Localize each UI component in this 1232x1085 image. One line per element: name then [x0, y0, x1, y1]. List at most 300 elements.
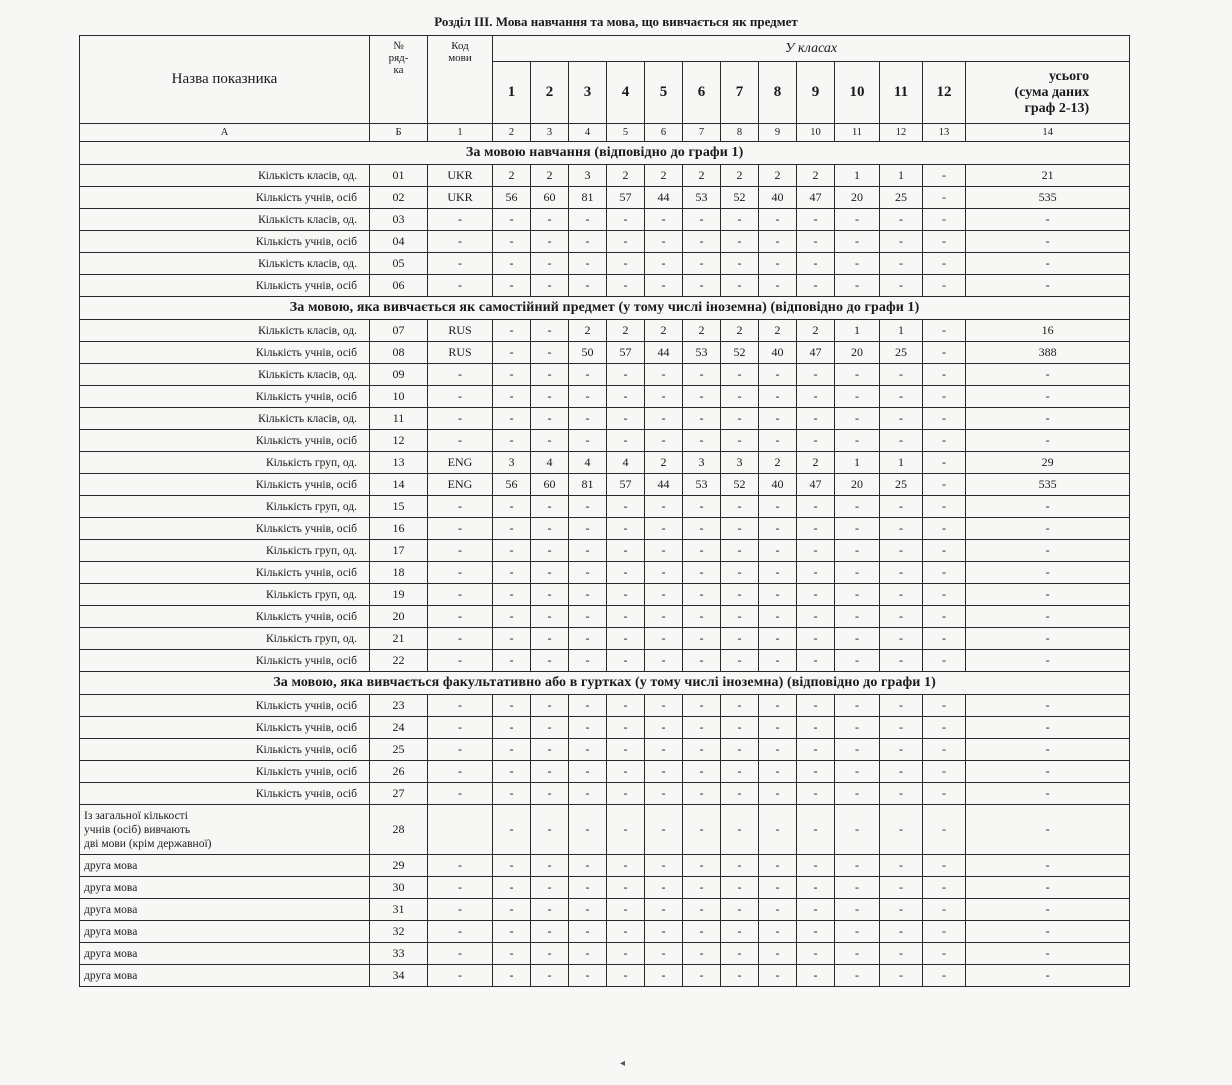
grade-value: - [645, 584, 683, 606]
total-value: - [966, 739, 1130, 761]
grade-value: - [923, 562, 966, 584]
grade-value: - [721, 518, 759, 540]
grade-value: - [493, 430, 531, 452]
grade-value: - [797, 877, 835, 899]
row-number: 06 [370, 275, 428, 297]
grade-value: - [797, 695, 835, 717]
grade-value: - [721, 943, 759, 965]
table-row [80, 739, 1130, 761]
grade-value: - [683, 540, 721, 562]
table-row [80, 921, 1130, 943]
grade-value: - [759, 965, 797, 987]
grade-value: - [923, 165, 966, 187]
column-number: Б [370, 124, 428, 142]
grade-value: - [683, 386, 721, 408]
language-code: - [428, 965, 493, 987]
grade-value: - [569, 805, 607, 855]
table-row [80, 562, 1130, 584]
grade-value: - [835, 540, 880, 562]
grade-value: - [531, 320, 569, 342]
grade-value: - [721, 540, 759, 562]
grade-value: - [923, 231, 966, 253]
grade-value: - [607, 275, 645, 297]
total-value: - [966, 584, 1130, 606]
grade-value: - [797, 805, 835, 855]
grade-value: - [645, 899, 683, 921]
grade-value: - [493, 408, 531, 430]
total-value: - [966, 253, 1130, 275]
grade-value: 2 [759, 165, 797, 187]
grade-value: - [759, 253, 797, 275]
grade-value: 60 [531, 187, 569, 209]
grade-value: - [797, 650, 835, 672]
column-number: 7 [683, 124, 721, 142]
grade-value: - [880, 364, 923, 386]
grade-value: - [835, 783, 880, 805]
grade-value: 2 [759, 452, 797, 474]
grade-value: - [759, 275, 797, 297]
grade-value: - [531, 606, 569, 628]
grade-value: 81 [569, 474, 607, 496]
grade-value: - [797, 921, 835, 943]
header-grade: 1 [493, 62, 531, 124]
grade-value: - [493, 965, 531, 987]
indicator-name: Кількість учнів, осіб [80, 518, 370, 540]
grade-value: - [531, 877, 569, 899]
indicator-name: Кількість класів, од. [80, 408, 370, 430]
grade-value: - [721, 965, 759, 987]
grade-value: - [493, 783, 531, 805]
column-number: 12 [880, 124, 923, 142]
grade-value: - [880, 209, 923, 231]
grade-value: - [880, 739, 923, 761]
grade-value: - [569, 275, 607, 297]
grade-value: - [683, 253, 721, 275]
grade-value: 3 [683, 452, 721, 474]
table-row [80, 430, 1130, 452]
row-number: 28 [370, 805, 428, 855]
grade-value: - [645, 540, 683, 562]
grade-value: - [880, 717, 923, 739]
grade-value: 2 [645, 320, 683, 342]
language-code [428, 805, 493, 855]
row-number: 09 [370, 364, 428, 386]
page-title: Розділ ІІІ. Мова навчання та мова, що вивчається як предмет [434, 14, 798, 29]
grade-value: - [880, 628, 923, 650]
grade-value: - [607, 783, 645, 805]
grade-value: 57 [607, 342, 645, 364]
table-row [80, 320, 1130, 342]
grade-value: - [645, 695, 683, 717]
grade-value: - [683, 877, 721, 899]
grade-value: - [759, 628, 797, 650]
grade-value: - [569, 943, 607, 965]
grade-value: - [721, 899, 759, 921]
grade-value: - [531, 739, 569, 761]
grade-value: - [835, 965, 880, 987]
grade-value: - [923, 584, 966, 606]
grade-value: - [880, 761, 923, 783]
total-value: - [966, 855, 1130, 877]
grade-value: - [569, 739, 607, 761]
total-value: - [966, 783, 1130, 805]
grade-value: - [880, 783, 923, 805]
grade-value: - [531, 231, 569, 253]
grade-value: - [759, 209, 797, 231]
grade-value: 20 [835, 474, 880, 496]
total-value: - [966, 209, 1130, 231]
grade-value: - [759, 783, 797, 805]
grade-value: - [721, 275, 759, 297]
grade-value: - [721, 921, 759, 943]
row-number: 34 [370, 965, 428, 987]
grade-value: 81 [569, 187, 607, 209]
language-code: - [428, 430, 493, 452]
grade-value: - [645, 805, 683, 855]
total-value: - [966, 628, 1130, 650]
grade-value: - [493, 899, 531, 921]
grade-value: - [607, 584, 645, 606]
grade-value: - [531, 364, 569, 386]
indicator-name: друга мова [80, 877, 370, 899]
grade-value: - [493, 496, 531, 518]
column-number: 8 [721, 124, 759, 142]
grade-value: - [923, 518, 966, 540]
grade-value: - [645, 496, 683, 518]
indicator-name: Кількість учнів, осіб [80, 650, 370, 672]
grade-value: - [493, 386, 531, 408]
grade-value: - [607, 877, 645, 899]
grade-value: 1 [880, 452, 923, 474]
grade-value: - [721, 496, 759, 518]
grade-value: - [607, 386, 645, 408]
grade-value: - [683, 496, 721, 518]
column-number: 5 [607, 124, 645, 142]
indicator-name: друга мова [80, 921, 370, 943]
grade-value: - [569, 408, 607, 430]
total-value: - [966, 761, 1130, 783]
grade-value: - [759, 805, 797, 855]
table-row [80, 165, 1130, 187]
grade-value: - [683, 518, 721, 540]
grade-value: - [880, 921, 923, 943]
grade-value: - [759, 562, 797, 584]
grade-value: - [759, 540, 797, 562]
grade-value: - [880, 584, 923, 606]
grade-value: - [797, 606, 835, 628]
grade-value: 3 [721, 452, 759, 474]
indicator-name: Кількість груп, од. [80, 628, 370, 650]
grade-value: - [835, 805, 880, 855]
grade-value: - [835, 943, 880, 965]
table-row [80, 877, 1130, 899]
grade-value: - [923, 855, 966, 877]
grade-value: - [797, 275, 835, 297]
table-row [80, 452, 1130, 474]
grade-value: - [923, 783, 966, 805]
language-code: - [428, 739, 493, 761]
indicator-name: Кількість учнів, осіб [80, 783, 370, 805]
grade-value: - [835, 364, 880, 386]
grade-value: - [531, 540, 569, 562]
grade-value: - [759, 584, 797, 606]
grade-value: - [683, 650, 721, 672]
grade-value: - [835, 408, 880, 430]
grade-value: - [923, 474, 966, 496]
grade-value: 3 [493, 452, 531, 474]
total-value: - [966, 943, 1130, 965]
grade-value: - [531, 628, 569, 650]
grade-value: - [645, 717, 683, 739]
grade-value: - [493, 805, 531, 855]
table-row [80, 650, 1130, 672]
grade-value: - [880, 518, 923, 540]
column-number: 1 [428, 124, 493, 142]
grade-value: - [721, 364, 759, 386]
table-row [80, 761, 1130, 783]
grade-value: - [797, 209, 835, 231]
total-value: 535 [966, 187, 1130, 209]
grade-value: - [531, 783, 569, 805]
grade-value: 2 [493, 165, 531, 187]
indicator-name: друга мова [80, 965, 370, 987]
grade-value: - [607, 408, 645, 430]
grade-value: 44 [645, 187, 683, 209]
grade-value: - [683, 943, 721, 965]
header-grade: 10 [835, 62, 880, 124]
grade-value: - [493, 584, 531, 606]
grade-value: - [531, 584, 569, 606]
table-row [80, 584, 1130, 606]
grade-value: - [607, 364, 645, 386]
grade-value: - [569, 628, 607, 650]
grade-value: - [531, 695, 569, 717]
table-row [80, 628, 1130, 650]
grade-value: - [759, 518, 797, 540]
row-number: 32 [370, 921, 428, 943]
grade-value: 47 [797, 474, 835, 496]
indicator-name: друга мова [80, 855, 370, 877]
grade-value: - [645, 761, 683, 783]
language-code: - [428, 540, 493, 562]
table-row [80, 943, 1130, 965]
grade-value: - [645, 783, 683, 805]
grade-value: - [683, 965, 721, 987]
grade-value: - [880, 275, 923, 297]
grade-value: - [923, 921, 966, 943]
table-row [80, 805, 1130, 855]
table-row [80, 606, 1130, 628]
grade-value: - [569, 253, 607, 275]
grade-value: 2 [645, 165, 683, 187]
grade-value: - [759, 943, 797, 965]
grade-value: - [569, 761, 607, 783]
grade-value: - [759, 496, 797, 518]
language-code: - [428, 628, 493, 650]
section-header-row [80, 297, 1130, 320]
row-number: 31 [370, 899, 428, 921]
language-code: - [428, 650, 493, 672]
row-number: 13 [370, 452, 428, 474]
grade-value: 4 [607, 452, 645, 474]
column-number: А [80, 124, 370, 142]
indicator-name: Кількість класів, од. [80, 253, 370, 275]
grade-value: 57 [607, 187, 645, 209]
grade-value: - [835, 739, 880, 761]
grade-value: 4 [531, 452, 569, 474]
language-code: - [428, 761, 493, 783]
grade-value: - [569, 364, 607, 386]
grade-value: - [923, 408, 966, 430]
language-code: ENG [428, 474, 493, 496]
language-code: - [428, 253, 493, 275]
section-title: За мовою навчання (відповідно до графи 1) [80, 142, 1130, 165]
grade-value: - [721, 855, 759, 877]
grade-value: 2 [683, 165, 721, 187]
grade-value: 4 [569, 452, 607, 474]
indicator-name: Кількість класів, од. [80, 364, 370, 386]
language-code: - [428, 562, 493, 584]
grade-value: - [797, 430, 835, 452]
grade-value: 44 [645, 342, 683, 364]
total-value: - [966, 562, 1130, 584]
grade-value: - [645, 231, 683, 253]
grade-value: - [759, 386, 797, 408]
grade-value: - [797, 408, 835, 430]
language-code: - [428, 496, 493, 518]
grade-value: - [759, 695, 797, 717]
grade-value: - [880, 855, 923, 877]
grade-value: - [607, 650, 645, 672]
indicator-name: друга мова [80, 899, 370, 921]
grade-value: - [569, 231, 607, 253]
total-value: - [966, 430, 1130, 452]
grade-value: - [880, 496, 923, 518]
grade-value: - [607, 899, 645, 921]
total-value: - [966, 877, 1130, 899]
grade-value: - [721, 408, 759, 430]
grade-value: - [835, 209, 880, 231]
grade-value: - [923, 430, 966, 452]
grade-value: - [835, 518, 880, 540]
grade-value: 57 [607, 474, 645, 496]
grade-value: - [493, 275, 531, 297]
grade-value: - [645, 275, 683, 297]
grade-value: - [531, 430, 569, 452]
column-number: 4 [569, 124, 607, 142]
section-title: За мовою, яка вивчається факультативно або в гуртках (у тому числі іноземна) (відповідно до графи 1) [80, 672, 1130, 695]
total-value: - [966, 364, 1130, 386]
grade-value: - [531, 761, 569, 783]
grade-value: 2 [797, 452, 835, 474]
language-code: - [428, 231, 493, 253]
grade-value: 2 [721, 320, 759, 342]
grade-value: - [835, 562, 880, 584]
grade-value: 53 [683, 187, 721, 209]
grade-value: - [683, 364, 721, 386]
grade-value: - [797, 253, 835, 275]
grade-value: - [531, 496, 569, 518]
grade-value: - [797, 386, 835, 408]
grade-value: - [683, 921, 721, 943]
language-code: - [428, 899, 493, 921]
grade-value: - [835, 231, 880, 253]
grade-value: 20 [835, 342, 880, 364]
grade-value: - [721, 805, 759, 855]
grade-value: - [569, 877, 607, 899]
grade-value: 2 [645, 452, 683, 474]
grade-value: 2 [607, 320, 645, 342]
grade-value: - [923, 761, 966, 783]
grade-value: - [569, 921, 607, 943]
total-value: - [966, 408, 1130, 430]
row-number: 25 [370, 739, 428, 761]
grade-value: - [683, 739, 721, 761]
grade-value: - [923, 739, 966, 761]
indicator-name: Кількість класів, од. [80, 165, 370, 187]
grade-value: - [923, 877, 966, 899]
language-code: - [428, 717, 493, 739]
grade-value: - [721, 231, 759, 253]
grade-value: 40 [759, 474, 797, 496]
grade-value: 1 [835, 452, 880, 474]
row-number: 03 [370, 209, 428, 231]
grade-value: - [607, 739, 645, 761]
grade-value: 53 [683, 342, 721, 364]
grade-value: 1 [835, 320, 880, 342]
table-row [80, 518, 1130, 540]
grade-value: - [607, 562, 645, 584]
grade-value: - [797, 761, 835, 783]
row-number: 24 [370, 717, 428, 739]
grade-value: - [880, 965, 923, 987]
grade-value: - [645, 855, 683, 877]
grade-value: - [759, 717, 797, 739]
table-row [80, 965, 1130, 987]
column-number: 13 [923, 124, 966, 142]
grade-value: - [880, 805, 923, 855]
indicator-name: Кількість учнів, осіб [80, 695, 370, 717]
grade-value: - [493, 540, 531, 562]
table-row [80, 496, 1130, 518]
indicator-name: Кількість учнів, осіб [80, 430, 370, 452]
grade-value: - [923, 187, 966, 209]
header-grade: 12 [923, 62, 966, 124]
grade-value: - [531, 408, 569, 430]
grade-value: - [683, 805, 721, 855]
indicator-name: Кількість груп, од. [80, 584, 370, 606]
row-number: 27 [370, 783, 428, 805]
grade-value: - [531, 899, 569, 921]
grade-value: - [645, 965, 683, 987]
grade-value: - [493, 921, 531, 943]
grade-value: - [607, 430, 645, 452]
grade-value: 52 [721, 342, 759, 364]
header-total-col: усього (сума даних граф 2-13) [966, 62, 1130, 124]
column-number: 10 [797, 124, 835, 142]
grade-value: - [880, 562, 923, 584]
grade-value: - [759, 650, 797, 672]
language-code: - [428, 518, 493, 540]
grade-value: - [569, 430, 607, 452]
grade-value: - [569, 209, 607, 231]
grade-value: - [880, 430, 923, 452]
grade-value: - [683, 430, 721, 452]
grade-value: - [531, 650, 569, 672]
grade-value: - [607, 805, 645, 855]
language-code: ENG [428, 452, 493, 474]
grade-value: - [923, 209, 966, 231]
